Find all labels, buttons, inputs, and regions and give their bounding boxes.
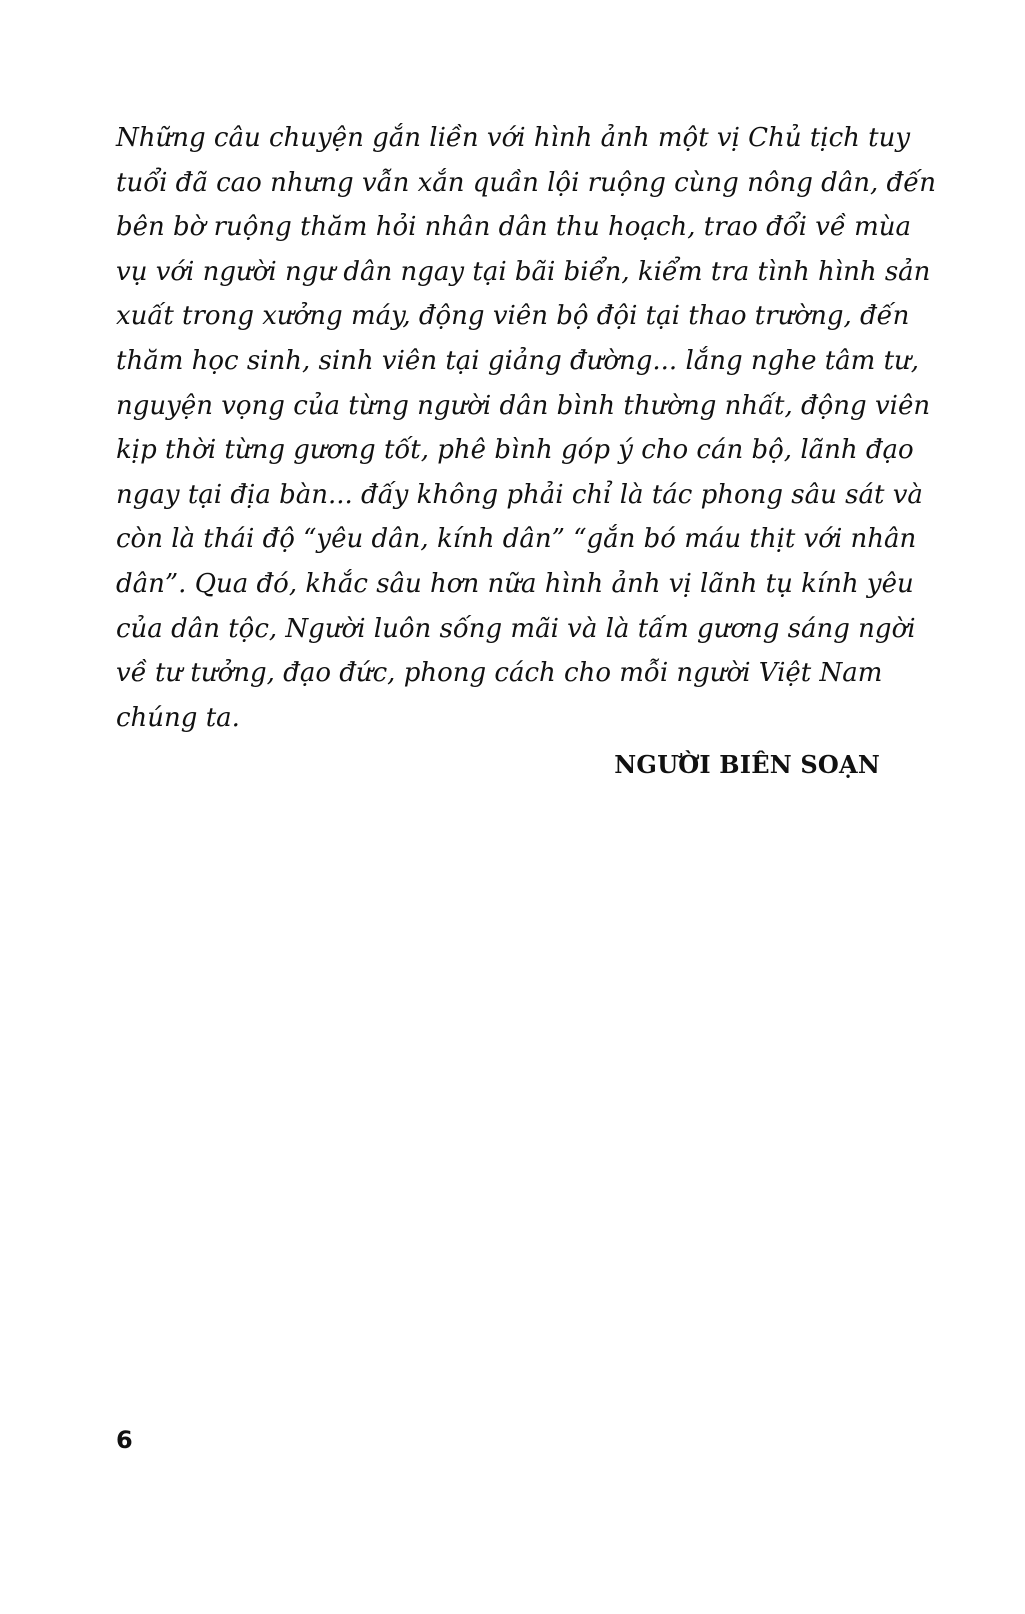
paragraph-line: ngay tại địa bàn... đấy không phải chỉ là tác phong sâu sát và <box>116 479 923 510</box>
paragraph-line: dân”. Qua đó, khắc sâu hơn nữa hình ảnh vị lãnh tụ kính yêu <box>116 568 914 599</box>
page-number: 6 <box>116 1426 133 1454</box>
paragraph-line: vụ với người ngư dân ngay tại bãi biển, kiểm tra tình hình sản <box>116 256 931 287</box>
paragraph-line: về tư tưởng, đạo đức, phong cách cho mỗi người Việt Nam <box>116 658 883 689</box>
author-signature: NGƯỜI BIÊN SOẠN <box>614 750 880 779</box>
paragraph-line: còn là thái độ “yêu dân, kính dân” “gắn bó máu thịt với nhân <box>116 524 917 555</box>
paragraph-line: của dân tộc, Người luôn sống mãi và là tấm gương sáng ngời <box>116 613 916 644</box>
paragraph-line: tuổi đã cao nhưng vẫn xắn quần lội ruộng cùng nông dân, đến <box>116 167 936 198</box>
paragraph-line: Những câu chuyện gắn liền với hình ảnh một vị Chủ tịch tuy <box>116 123 911 153</box>
paragraph-line: kịp thời từng gương tốt, phê bình góp ý cho cán bộ, lãnh đạo <box>116 435 914 466</box>
paragraph-line: xuất trong xưởng máy, động viên bộ đội tại thao trường, đến <box>116 301 910 332</box>
paragraph-line: bên bờ ruộng thăm hỏi nhân dân thu hoạch, trao đổi về mùa <box>116 212 912 243</box>
paragraph-line: thăm học sinh, sinh viên tại giảng đường... lắng nghe tâm tư, <box>116 345 920 376</box>
body-paragraph <box>116 116 936 740</box>
paragraph-line: nguyện vọng của từng người dân bình thường nhất, động viên <box>116 390 931 421</box>
paragraph-line: chúng ta. <box>116 702 240 733</box>
